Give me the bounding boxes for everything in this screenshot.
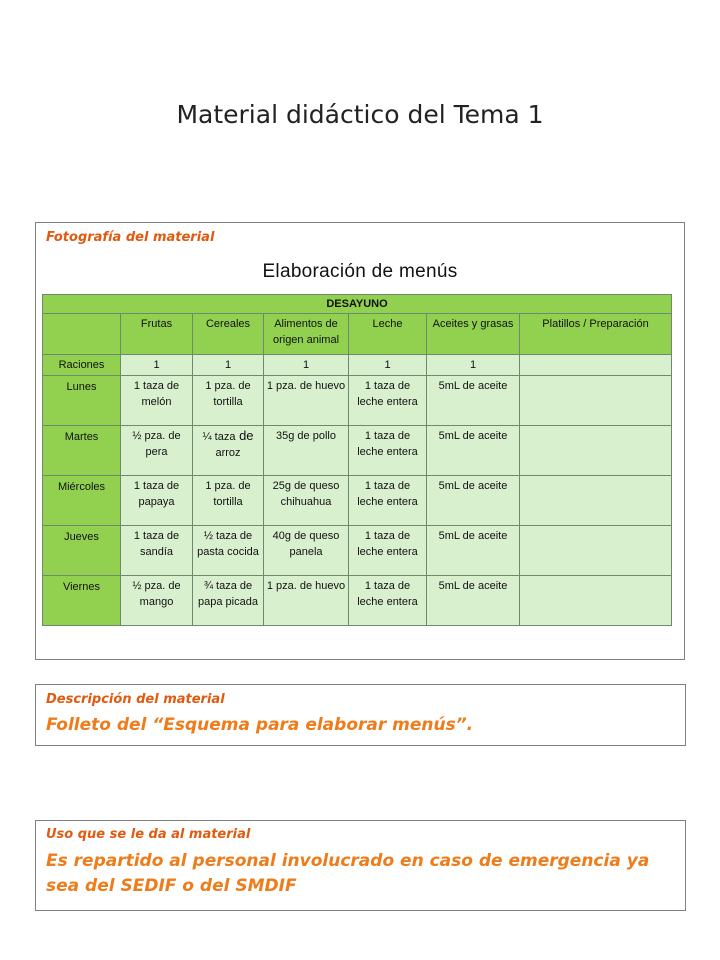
description-label: Descripción del material — [46, 692, 225, 707]
table-row — [43, 376, 672, 426]
table-cell — [520, 355, 672, 376]
table-cell: 1 pza. de huevo — [264, 376, 349, 426]
row-label: Raciones — [43, 355, 121, 376]
column-header: Platillos / Preparación — [520, 314, 672, 355]
page-title: Material didáctico del Tema 1 — [176, 100, 544, 129]
table-cell: 1 taza de leche entera — [349, 576, 427, 626]
table-cell: 1 taza de leche entera — [349, 426, 427, 476]
table-cell: 1 — [264, 355, 349, 376]
table-cell: 1 — [349, 355, 427, 376]
table-cell: 1 pza. de tortilla — [193, 476, 264, 526]
column-header: Aceites y grasas — [427, 314, 520, 355]
column-header-blank — [43, 314, 121, 355]
table-cell: 1 taza de leche entera — [349, 526, 427, 576]
table-cell: 25g de queso chihuahua — [264, 476, 349, 526]
table-cell — [520, 576, 672, 626]
table-cell: 1 — [121, 355, 193, 376]
table-cell: 1 — [193, 355, 264, 376]
cereal-amount: ¼ taza — [202, 431, 236, 443]
row-label: Lunes — [43, 376, 121, 426]
table-row — [43, 355, 672, 376]
column-header: Cereales — [193, 314, 264, 355]
table-row — [43, 576, 672, 626]
table-cell: 1 — [427, 355, 520, 376]
cereal-food: arroz — [215, 447, 241, 459]
table-row — [43, 426, 672, 476]
photo-section-label: Fotografía del material — [46, 230, 215, 245]
row-label: Miércoles — [43, 476, 121, 526]
table-cell: 5mL de aceite — [427, 576, 520, 626]
usage-label: Uso que se le da al material — [46, 827, 251, 842]
usage-section — [35, 820, 686, 911]
row-label: Viernes — [43, 576, 121, 626]
breakfast-menu-table — [42, 294, 672, 626]
row-label: Martes — [43, 426, 121, 476]
table-cell: 1 taza de leche entera — [349, 476, 427, 526]
table-cell: 1 taza de leche entera — [349, 376, 427, 426]
menu-heading: Elaboración de menús — [262, 261, 458, 282]
table-cell — [520, 376, 672, 426]
photo-section — [35, 222, 685, 660]
table-cell: 1 taza de sandía — [121, 526, 193, 576]
table-cell: ½ pza. de mango — [121, 576, 193, 626]
table-cell: 40g de queso panela — [264, 526, 349, 576]
table-cell: 1 pza. de huevo — [264, 576, 349, 626]
row-label: Jueves — [43, 526, 121, 576]
table-cell: 1 taza de papaya — [121, 476, 193, 526]
table-cell: 5mL de aceite — [427, 426, 520, 476]
column-header: Alimentos de origen animal — [264, 314, 349, 355]
description-section — [35, 684, 686, 746]
table-row — [43, 526, 672, 576]
table-cell: 1 taza de melón — [121, 376, 193, 426]
table-cell: 35g de pollo — [264, 426, 349, 476]
table-cell: 5mL de aceite — [427, 376, 520, 426]
table-row — [43, 476, 672, 526]
table-cell: ¾ taza de papa picada — [193, 576, 264, 626]
usage-text: Es repartido al personal involucrado en caso de emergencia ya sea del SEDIF o del SMDIF — [46, 851, 650, 896]
table-banner: DESAYUNO — [43, 295, 672, 314]
table-cell — [520, 526, 672, 576]
table-cell — [520, 476, 672, 526]
table-cell: ½ taza de pasta cocida — [193, 526, 264, 576]
table-cell: 5mL de aceite — [427, 476, 520, 526]
description-text: Folleto del “Esquema para elaborar menús”. — [46, 715, 474, 735]
column-header: Leche — [349, 314, 427, 355]
cereal-connector: de — [235, 428, 254, 443]
table-cell: 5mL de aceite — [427, 526, 520, 576]
table-cell — [520, 426, 672, 476]
column-header: Frutas — [121, 314, 193, 355]
table-cell — [193, 426, 264, 476]
table-cell: ½ pza. de pera — [121, 426, 193, 476]
table-cell: 1 pza. de tortilla — [193, 376, 264, 426]
